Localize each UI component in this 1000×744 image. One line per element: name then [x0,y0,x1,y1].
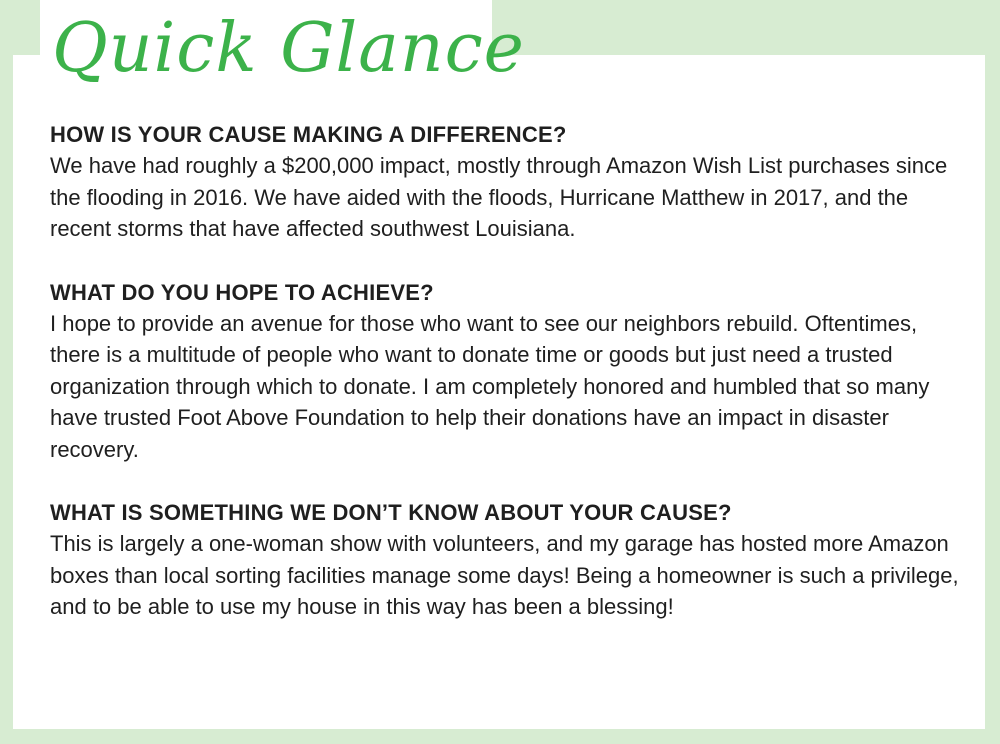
qa-section [50,277,970,466]
answer-text: This is largely a one-woman show with volunteers, and my garage has hosted more Amazon boxes than local sorting facilities manage some days! Being a homeowner is such a privilege, and to be able to use my house in this way has been a blessing! [50,531,959,619]
answer-text: I hope to provide an avenue for those who want to see our neighbors rebuild. Oftentimes, there is a multitude of people who want to donate time or goods but just need a trusted organization through which to donate. I am completely honored and humbled that so many have trusted Foot Above Foundation to help their donations have an impact in disaster recovery. [50,310,930,462]
answer-text: We have had roughly a $200,000 impact, mostly through Amazon Wish List purchases since the flooding in 2016. We have aided with the floods, Hurricane Matthew in 2017, and the recent storms that have affected southwest Louisiana. [50,153,948,241]
page-title: Quick Glance [52,9,525,88]
qa-section [50,119,970,245]
qa-section [50,497,970,623]
question-heading: HOW IS YOUR CAUSE MAKING A DIFFERENCE? [50,122,567,147]
question-heading: WHAT IS SOMETHING WE DON’T KNOW ABOUT YOUR CAUSE? [50,500,732,525]
qa-content [50,119,970,655]
question-heading: WHAT DO YOU HOPE TO ACHIEVE? [50,279,434,305]
